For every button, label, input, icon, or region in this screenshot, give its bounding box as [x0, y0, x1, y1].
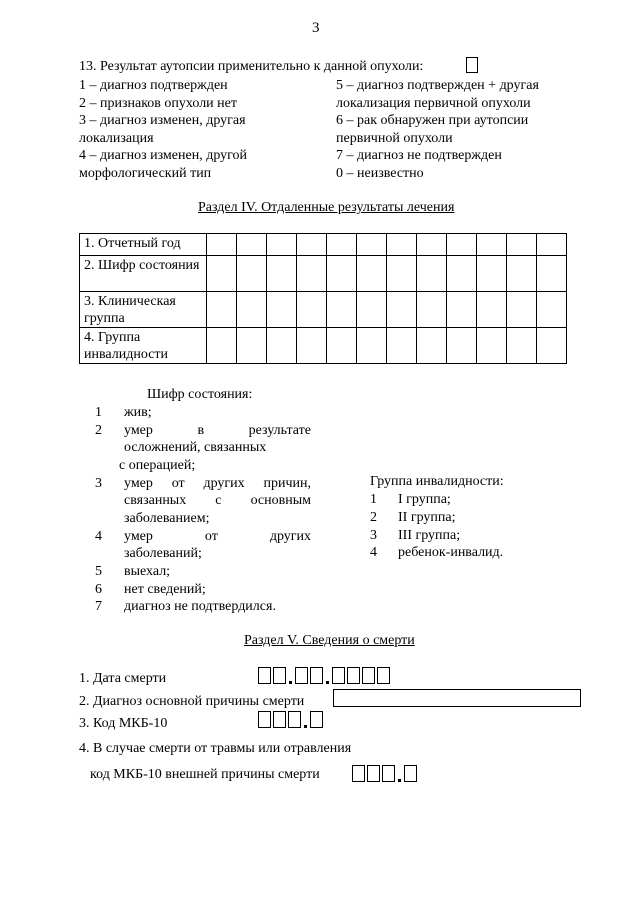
q13-option: 2 – признаков опухоли нет — [79, 96, 237, 111]
table-cell[interactable] — [507, 328, 537, 364]
digit-box[interactable] — [295, 667, 308, 684]
diagnosis-label: 2. Диагноз основной причины смерти — [79, 694, 305, 709]
table-cell[interactable] — [297, 292, 327, 328]
digit-box[interactable] — [404, 765, 417, 782]
table-cell[interactable] — [507, 292, 537, 328]
table-cell[interactable] — [267, 328, 297, 364]
table-cell[interactable] — [357, 292, 387, 328]
q13-option: 3 – диагноз изменен, другая — [79, 113, 246, 128]
status-text: диагноз не подтвердился. — [124, 599, 276, 614]
status-text: нет сведений; — [124, 582, 206, 597]
digit-box[interactable] — [258, 667, 271, 684]
diagnosis-field[interactable] — [333, 689, 581, 707]
table-cell[interactable] — [507, 234, 537, 256]
table-cell[interactable] — [267, 292, 297, 328]
table-cell[interactable] — [477, 256, 507, 292]
trauma-label: 4. В случае смерти от травмы или отравления — [79, 741, 352, 756]
status-num: 3 — [95, 476, 102, 491]
external-cause-label: код МКБ-10 внешней причины смерти — [90, 767, 320, 782]
table-row — [80, 234, 567, 256]
table-cell[interactable] — [237, 292, 267, 328]
digit-box[interactable] — [258, 711, 271, 728]
status-num: 2 — [95, 423, 102, 438]
status-num: 7 — [95, 599, 102, 614]
status-text: умер от других причин, — [124, 476, 311, 491]
q13-option: морфологический тип — [79, 166, 212, 181]
table-cell[interactable] — [357, 234, 387, 256]
table-cell[interactable] — [327, 256, 357, 292]
table-cell[interactable] — [387, 234, 417, 256]
status-text: жив; — [124, 405, 152, 420]
table-cell[interactable] — [477, 328, 507, 364]
q13-option: локализация — [79, 131, 154, 146]
table-cell[interactable] — [477, 292, 507, 328]
table-row — [80, 256, 567, 292]
status-text: умер в результате — [124, 423, 311, 438]
disability-text: I группа; — [398, 492, 451, 507]
icd-label: 3. Код МКБ-10 — [79, 716, 168, 731]
table-cell[interactable] — [537, 256, 567, 292]
table-cell[interactable] — [387, 292, 417, 328]
table-row — [80, 328, 567, 364]
digit-box[interactable] — [377, 667, 390, 684]
disability-text: II группа; — [398, 510, 456, 525]
digit-box[interactable] — [332, 667, 345, 684]
table-cell[interactable] — [327, 234, 357, 256]
table-cell[interactable] — [417, 256, 447, 292]
page-number: 3 — [312, 20, 320, 36]
q13-title: 13. Результат аутопсии применительно к данной опухоли: — [79, 59, 424, 74]
separator-dot — [398, 779, 401, 782]
q13-option: 5 – диагноз подтвержден + другая — [336, 78, 539, 93]
table-cell[interactable] — [297, 234, 327, 256]
digit-box[interactable] — [367, 765, 380, 782]
separator-dot — [304, 725, 307, 728]
table-cell[interactable] — [447, 292, 477, 328]
table-cell[interactable] — [447, 328, 477, 364]
table-cell[interactable] — [417, 292, 447, 328]
status-num: 6 — [95, 582, 102, 597]
table-cell[interactable] — [537, 234, 567, 256]
table-cell[interactable] — [447, 234, 477, 256]
disability-num: 1 — [370, 492, 377, 507]
disability-text: ребенок-инвалид. — [398, 545, 504, 560]
table-cell[interactable] — [267, 256, 297, 292]
table-cell[interactable] — [207, 256, 237, 292]
table-cell[interactable] — [327, 328, 357, 364]
status-text: заболеваний; — [124, 546, 202, 561]
section-5-title: Раздел V. Сведения о смерти — [244, 633, 415, 648]
status-text: с операцией; — [119, 458, 196, 473]
status-text: связанных с основным — [124, 493, 311, 508]
disability-text: III группа; — [398, 528, 461, 543]
digit-box[interactable] — [273, 711, 286, 728]
table-cell[interactable] — [507, 256, 537, 292]
q13-option: 1 – диагноз подтвержден — [79, 78, 228, 93]
digit-box[interactable] — [273, 667, 286, 684]
row-label: 3. Клиническая группа — [80, 292, 207, 328]
digit-box[interactable] — [310, 711, 323, 728]
section-4-title: Раздел IV. Отдаленные результаты лечения — [198, 200, 455, 215]
table-cell[interactable] — [387, 328, 417, 364]
table-cell[interactable] — [327, 292, 357, 328]
q13-answer-box[interactable] — [466, 57, 478, 73]
status-num: 4 — [95, 529, 102, 544]
status-num: 1 — [95, 405, 102, 420]
external-cause-code-field[interactable] — [352, 765, 417, 782]
table-cell[interactable] — [357, 328, 387, 364]
disability-title: Группа инвалидности: — [370, 474, 504, 489]
row-label: 1. Отчетный год — [80, 234, 207, 256]
table-cell[interactable] — [297, 256, 327, 292]
table-cell[interactable] — [357, 256, 387, 292]
digit-box[interactable] — [347, 667, 360, 684]
table-cell[interactable] — [267, 234, 297, 256]
table-row — [80, 292, 567, 328]
table-cell[interactable] — [417, 234, 447, 256]
separator-dot — [326, 681, 329, 684]
table-cell[interactable] — [207, 234, 237, 256]
digit-box[interactable] — [362, 667, 375, 684]
q13-option: локализация первичной опухоли — [336, 96, 531, 111]
table-cell[interactable] — [477, 234, 507, 256]
status-title: Шифр состояния: — [147, 387, 253, 402]
table-cell[interactable] — [387, 256, 417, 292]
table-cell[interactable] — [417, 328, 447, 364]
row-label: 4. Группа инвалидности — [80, 328, 207, 364]
table-cell[interactable] — [537, 328, 567, 364]
status-text: умер от других — [124, 529, 311, 544]
status-text: выехал; — [124, 564, 171, 579]
table-cell[interactable] — [207, 292, 237, 328]
q13-option: 6 – рак обнаружен при аутопсии — [336, 113, 529, 128]
disability-num: 2 — [370, 510, 377, 525]
icd-code-field[interactable] — [258, 711, 323, 728]
q13-option: первичной опухоли — [336, 131, 453, 146]
status-text: осложнений, связанных — [124, 440, 267, 455]
death-date-label: 1. Дата смерти — [79, 671, 167, 686]
digit-box[interactable] — [310, 667, 323, 684]
q13-option: 7 – диагноз не подтвержден — [336, 148, 502, 163]
table-cell[interactable] — [447, 256, 477, 292]
status-num: 5 — [95, 564, 102, 579]
table-cell[interactable] — [237, 328, 267, 364]
table-cell[interactable] — [207, 328, 237, 364]
digit-box[interactable] — [352, 765, 365, 782]
q13-option: 4 – диагноз изменен, другой — [79, 148, 248, 163]
disability-num: 3 — [370, 528, 377, 543]
death-date-field[interactable] — [258, 667, 390, 684]
status-text: заболеванием; — [124, 511, 210, 526]
separator-dot — [289, 681, 292, 684]
q13-option: 0 – неизвестно — [336, 166, 424, 181]
results-table — [79, 233, 567, 364]
table-cell[interactable] — [537, 292, 567, 328]
disability-num: 4 — [370, 545, 377, 560]
table-cell[interactable] — [237, 234, 267, 256]
digit-box[interactable] — [382, 765, 395, 782]
row-label: 2. Шифр состояния — [80, 256, 207, 292]
table-cell[interactable] — [297, 328, 327, 364]
digit-box[interactable] — [288, 711, 301, 728]
table-cell[interactable] — [237, 256, 267, 292]
